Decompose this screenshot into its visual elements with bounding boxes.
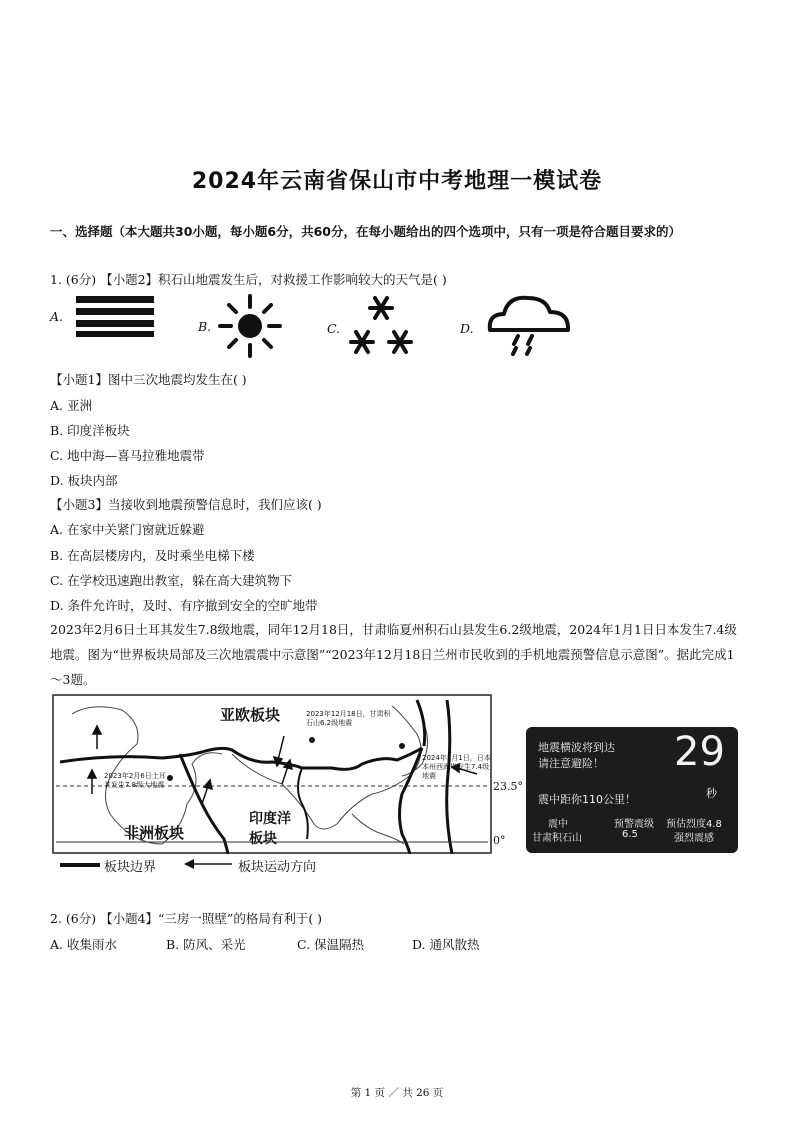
sub3-option-b: B. 在高层楼房内，及时乘坐电梯下楼 [50,548,255,563]
q1-option-a-label: A. [50,309,64,324]
q2-option-b: B. 防风、采光 [166,937,246,952]
q1-option-b-label: B. [198,319,212,334]
sub1-option-d: D. 板块内部 [50,473,118,488]
sub1-option-b: B. 印度洋板块 [50,423,130,438]
alert-col-epicenter-head: 震中 [548,819,568,830]
rain-icon [484,292,572,358]
q1-option-c-label: C. [327,321,341,336]
page-title: 2024年云南省保山市中考地理一模试卷 [191,169,603,194]
legend-boundary-label: 板块边界 [104,860,157,875]
note-turkey-quake: 2023年2月6日土耳其发生7.8级大地震 [104,772,166,789]
earthquake-alert-panel [526,727,738,853]
label-indian-plate-line1: 印度洋 [249,811,291,827]
alert-magnitude-value: 6.5 [622,829,638,840]
plate-map [52,694,492,854]
alert-countdown: 29 [674,729,725,775]
page-footer: 第 1 页 ／ 共 26 页 [350,1087,444,1099]
legend-arrow-icon [182,858,234,870]
alert-col-intensity-head: 预估烈度4.8 [666,819,722,830]
sub3-option-c: C. 在学校迅速跑出教室，躲在高大建筑物下 [50,573,293,588]
q2-option-a: A. 收集雨水 [50,937,117,952]
question-1-header: 1. (6分) 【小题2】积石山地震发生后，对救援工作影响较大的天气是( ) [50,272,447,287]
snow-icon [348,294,416,358]
legend-boundary-swatch [60,863,100,867]
q2-option-d: D. 通风散热 [412,937,480,952]
note-gansu-quake: 2023年12月18日，甘肃积石山6.2级地震 [306,710,391,727]
label-indian-plate-line2: 板块 [249,831,277,847]
label-eurasian-plate: 亚欧板块 [220,706,281,724]
sub3-option-d: D. 条件允许时，及时、有序撤到安全的空旷地带 [50,598,318,613]
fog-icon [76,296,154,338]
subquestion-3-stem: 【小题3】当接收到地震预警信息时，我们应该( ) [50,497,322,512]
subquestion-1-stem: 【小题1】图中三次地震均发生在( ) [50,372,247,387]
alert-line-1: 地震横波将到达 [538,741,615,754]
sub3-option-a: A. 在家中关紧门窗就近躲避 [50,522,205,537]
section-heading: 一、选择题（本大题共30小题，每小题6分，共60分，在每小题给出的四个选项中，只有一项是符合题目要求的） [50,224,681,239]
alert-epicenter-value: 甘肃积石山 [532,833,582,844]
question-2-header: 2. (6分) 【小题4】“三房一照壁”的格局有利于( ) [50,911,323,926]
alert-distance: 震中距你110公里！ [538,793,636,806]
note-japan-quake: 2024年1月1日，日本本州西海岸发生7.4级地震 [422,754,491,780]
latitude-0-label: 0° [493,834,506,847]
sub1-option-c: C. 地中海—喜马拉雅地震带 [50,448,205,463]
q2-option-c: C. 保温隔热 [297,937,365,952]
sub1-option-a: A. 亚洲 [50,398,92,413]
reading-passage: 2023年2月6日土耳其发生7.8级地震，同年12月18日，甘肃临夏州积石山县发生6.2级地震，2024年1月1日日本发生7.4级地震。图为“世界板块局部及三次地震震中示意图”“2023年12月18日兰州市民收到的手机地震预警信息示意图”。据此完成1～3题。 [50,622,737,687]
alert-intensity-value: 强烈震感 [674,833,714,844]
alert-col-magnitude-head: 预警震级 [614,819,654,830]
alert-line-2: 请注意避险！ [538,757,604,770]
q1-option-d-label: D. [460,321,474,336]
latitude-23-5-label: 23.5° [493,780,523,793]
sun-icon [218,294,282,358]
label-african-plate: 非洲板块 [124,824,185,842]
legend-direction-label: 板块运动方向 [238,860,317,875]
alert-countdown-unit: 秒 [706,787,717,800]
